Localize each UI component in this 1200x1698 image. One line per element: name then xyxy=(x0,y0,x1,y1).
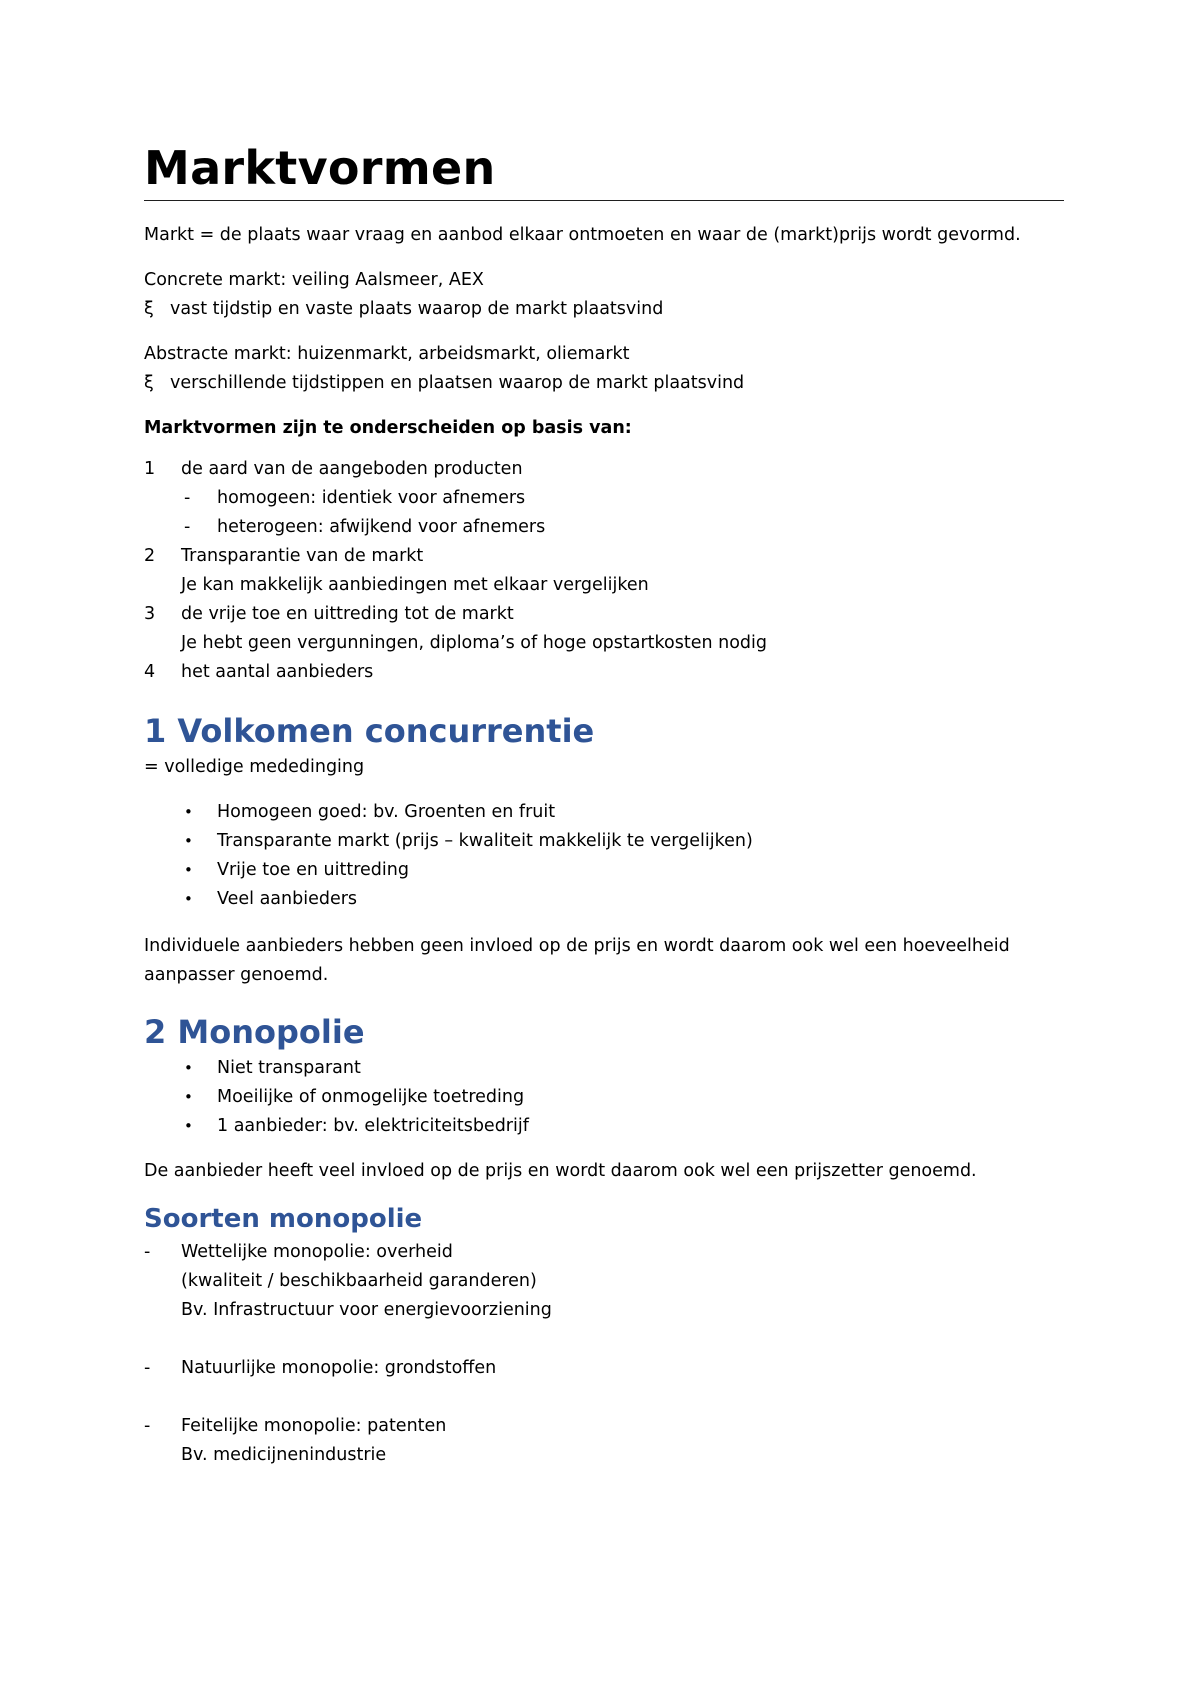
intro-paragraph: Markt = de plaats waar vraag en aanbod elkaar ontmoeten en waar de (markt)prijs wordt gevormd. xyxy=(144,225,1021,245)
dash-marker: - xyxy=(184,488,191,508)
list-item xyxy=(144,885,1064,914)
list-item xyxy=(144,1083,1064,1112)
arrow-symbol-icon: ξ xyxy=(144,299,154,319)
section-heading-volkomen: 1 Volkomen concurrentie xyxy=(144,712,595,750)
monopolie-bullet-list xyxy=(144,1054,1064,1141)
list-number: 2 xyxy=(144,546,156,566)
bullet-icon: • xyxy=(184,1088,193,1106)
monopoly-type-detail: Bv. Infrastructuur voor energievoorziening xyxy=(181,1300,552,1320)
criteria-subitem xyxy=(144,484,1064,513)
criteria-item-detail: Je hebt geen vergunningen, diploma’s of hoge opstartkosten nodig xyxy=(181,633,768,653)
abstract-market-sub-text: verschillende tijdstippen en plaatsen waarop de markt plaatsvind xyxy=(170,373,745,393)
criteria-item xyxy=(144,542,1064,571)
concrete-market-sub-text: vast tijdstip en vaste plaats waarop de markt plaatsvind xyxy=(170,299,664,319)
criteria-item-text: de vrije toe en uittreding tot de markt xyxy=(181,604,514,624)
list-number: 3 xyxy=(144,604,156,624)
dash-marker: - xyxy=(144,1416,151,1436)
dash-marker: - xyxy=(184,517,191,537)
section-heading-monopolie: 2 Monopolie xyxy=(144,1013,365,1051)
bullet-icon: • xyxy=(184,1059,193,1077)
list-item-text: 1 aanbieder: bv. elektriciteitsbedrijf xyxy=(217,1116,529,1136)
list-item-text: Homogeen goed: bv. Groenten en fruit xyxy=(217,802,556,822)
bullet-icon: • xyxy=(184,803,193,821)
bullet-icon: • xyxy=(184,890,193,908)
list-number: 1 xyxy=(144,459,156,479)
criteria-item xyxy=(144,600,1064,629)
list-number: 4 xyxy=(144,662,156,682)
monopoly-type-detail: (kwaliteit / beschikbaarheid garanderen) xyxy=(181,1271,537,1291)
subsection-heading-soorten: Soorten monopolie xyxy=(144,1204,423,1234)
dash-marker: - xyxy=(144,1358,151,1378)
list-item xyxy=(144,856,1064,885)
criteria-subitem xyxy=(144,513,1064,542)
monopoly-type-item xyxy=(144,1238,1064,1267)
list-item-text: Moeilijke of onmogelijke toetreding xyxy=(217,1087,525,1107)
concrete-market-sub xyxy=(144,295,1064,324)
criteria-item-text: Transparantie van de markt xyxy=(181,546,424,566)
list-item xyxy=(144,1054,1064,1083)
list-item-text: Transparante markt (prijs – kwaliteit makkelijk te vergelijken) xyxy=(217,831,753,851)
criteria-subitem-text: heterogeen: afwijkend voor afnemers xyxy=(217,517,546,537)
criteria-item-text: de aard van de aangeboden producten xyxy=(181,459,523,479)
volkomen-conclusion-line: aanpasser genoemd. xyxy=(144,965,329,985)
monopoly-type-text: Wettelijke monopolie: overheid xyxy=(181,1242,453,1262)
abstract-market-line: Abstracte markt: huizenmarkt, arbeidsmarkt, oliemarkt xyxy=(144,344,630,364)
bullet-icon: • xyxy=(184,861,193,879)
document-content xyxy=(144,136,1064,1470)
volkomen-definition: = volledige mededinging xyxy=(144,757,365,777)
monopoly-type-text: Feitelijke monopolie: patenten xyxy=(181,1416,447,1436)
monopoly-type-detail: Bv. medicijnenindustrie xyxy=(181,1445,387,1465)
monopoly-type-text: Natuurlijke monopolie: grondstoffen xyxy=(181,1358,497,1378)
list-item xyxy=(144,1112,1064,1141)
criteria-item-text: het aantal aanbieders xyxy=(181,662,374,682)
volkomen-bullet-list xyxy=(144,798,1064,914)
criteria-item xyxy=(144,658,1064,687)
criteria-item xyxy=(144,455,1064,484)
criteria-subitem-text: homogeen: identiek voor afnemers xyxy=(217,488,526,508)
volkomen-conclusion-line: Individuele aanbieders hebben geen invloed op de prijs en wordt daarom ook wel een hoeveelheid xyxy=(144,936,1010,956)
list-item-text: Niet transparant xyxy=(217,1058,361,1078)
list-item xyxy=(144,798,1064,827)
arrow-symbol-icon: ξ xyxy=(144,373,154,393)
list-item-text: Vrije toe en uittreding xyxy=(217,860,409,880)
page-title: Marktvormen xyxy=(144,136,1064,201)
monopoly-type-item xyxy=(144,1354,1064,1383)
monopolie-conclusion: De aanbieder heeft veel invloed op de prijs en wordt daarom ook wel een prijszetter genoemd. xyxy=(144,1161,977,1181)
bullet-icon: • xyxy=(184,832,193,850)
monopoly-type-item xyxy=(144,1412,1064,1441)
soorten-list xyxy=(144,1238,1064,1470)
abstract-market-sub xyxy=(144,369,1064,398)
list-item xyxy=(144,827,1064,856)
criteria-list xyxy=(144,455,1064,687)
criteria-item-detail: Je kan makkelijk aanbiedingen met elkaar vergelijken xyxy=(181,575,649,595)
concrete-market-line: Concrete markt: veiling Aalsmeer, AEX xyxy=(144,270,484,290)
list-item-text: Veel aanbieders xyxy=(217,889,358,909)
dash-marker: - xyxy=(144,1242,151,1262)
criteria-heading: Marktvormen zijn te onderscheiden op basis van: xyxy=(144,418,632,438)
bullet-icon: • xyxy=(184,1117,193,1135)
